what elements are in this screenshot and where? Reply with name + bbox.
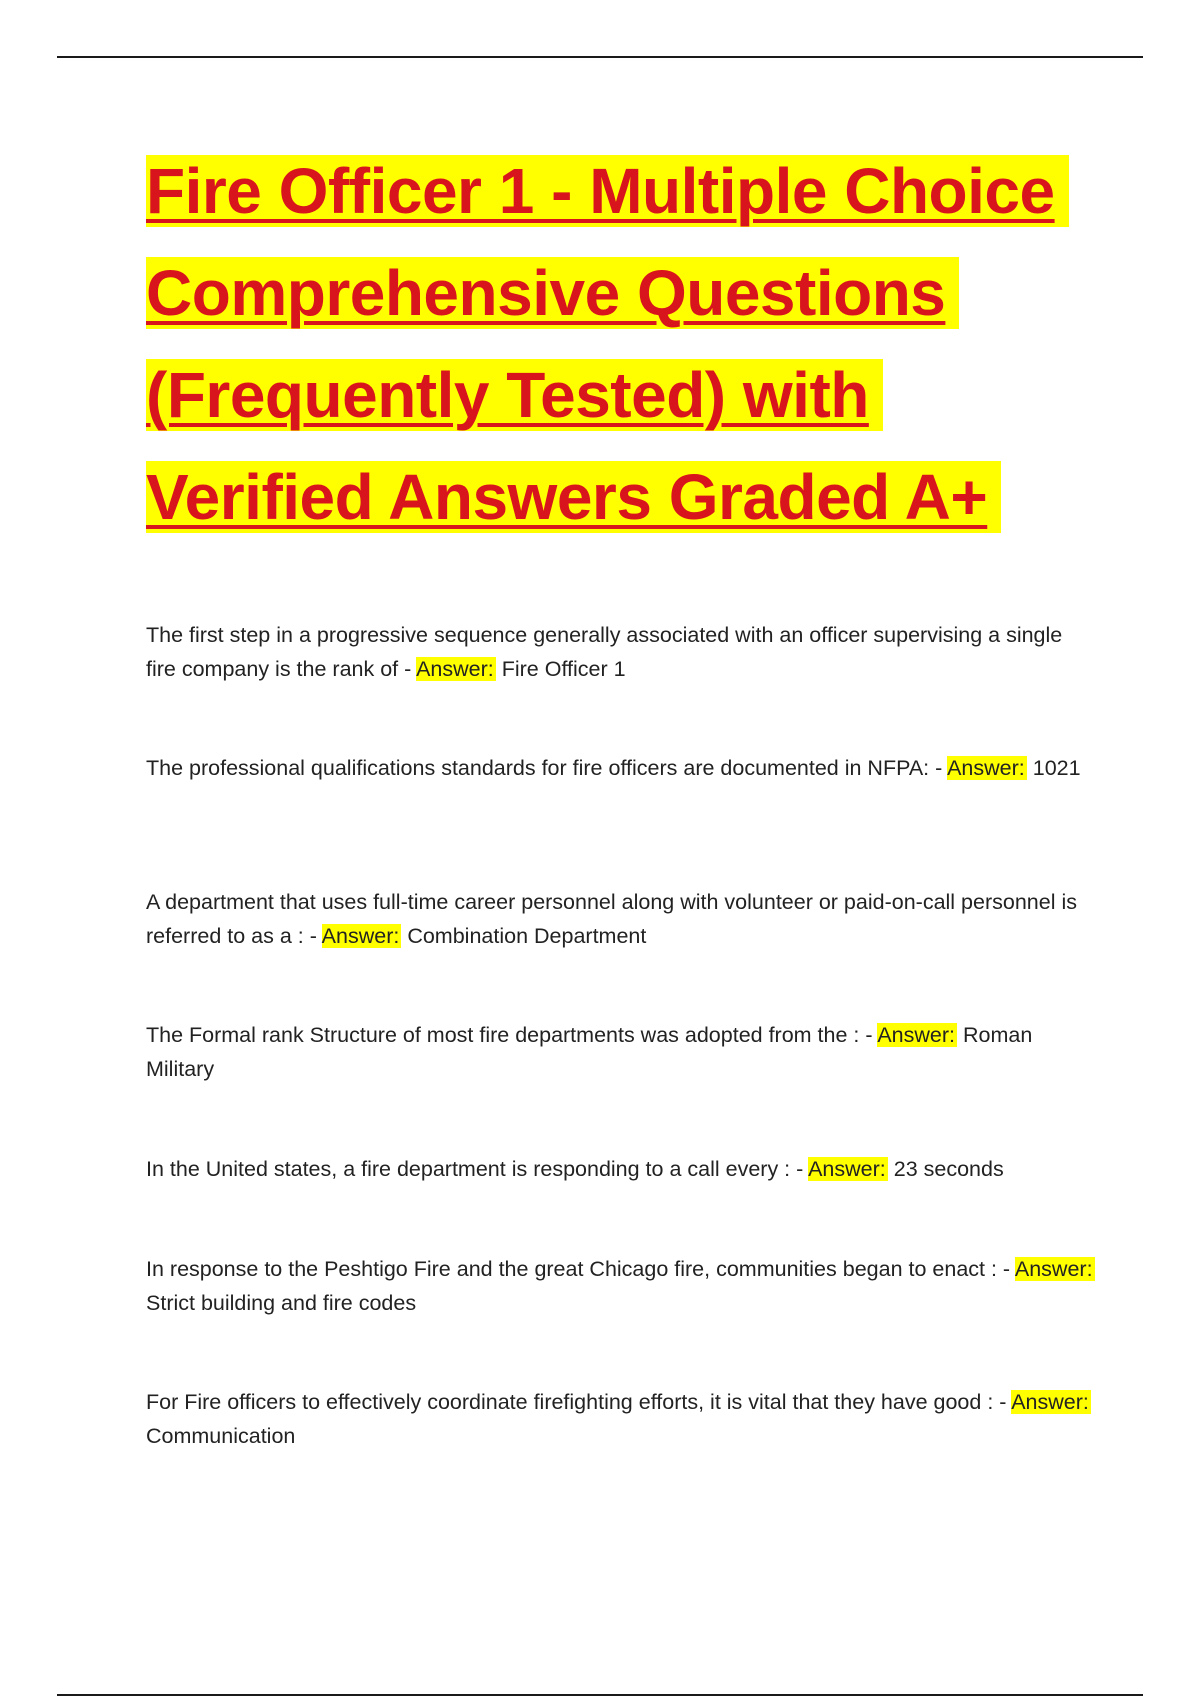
qa-item-6 — [146, 1252, 1096, 1320]
title-line-3: (Frequently Tested) with — [146, 344, 1106, 446]
question-text: The first step in a progressive sequence generally associated with an officer supervising a single fire company is the rank of - — [146, 623, 1063, 681]
qa-item-2 — [146, 751, 1096, 785]
answer-text: 23 seconds — [893, 1157, 1004, 1181]
title-line-1: Fire Officer 1 - Multiple Choice — [146, 140, 1106, 242]
bottom-divider — [57, 1694, 1143, 1696]
question-text: The professional qualifications standards for fire officers are documented in NFPA: - — [146, 756, 948, 780]
document-title — [146, 140, 1106, 548]
qa-item-4 — [146, 1018, 1096, 1086]
answer-text: Fire Officer 1 — [501, 657, 626, 681]
title-line-4: Verified Answers Graded A+ — [146, 446, 1106, 548]
answer-label: Answer: — [416, 657, 494, 681]
answer-label: Answer: — [947, 756, 1025, 780]
answer-text: Combination Department — [407, 924, 647, 948]
question-text: In the United states, a fire department is responding to a call every : - — [146, 1157, 809, 1181]
answer-label: Answer: — [877, 1023, 955, 1047]
question-text: In response to the Peshtigo Fire and the great Chicago fire, communities began to enact : - — [146, 1257, 1015, 1281]
qa-item-5 — [146, 1152, 1096, 1186]
answer-text: Roman Military — [146, 1023, 1033, 1081]
qa-item-7 — [146, 1385, 1096, 1453]
answer-text: Communication — [146, 1424, 296, 1448]
question-text: A department that uses full-time career personnel along with volunteer or paid-on-call personnel is referred to as a : - — [146, 890, 1077, 948]
answer-label: Answer: — [1014, 1257, 1093, 1281]
question-text: For Fire officers to effectively coordinate firefighting efforts, it is vital that they have good : - — [146, 1390, 1012, 1414]
answer-label: Answer: — [1011, 1390, 1089, 1414]
question-text: The Formal rank Structure of most fire departments was adopted from the : - — [146, 1023, 878, 1047]
qa-item-3 — [146, 885, 1096, 953]
answer-label: Answer: — [808, 1157, 886, 1181]
answer-text: Strict building and fire codes — [146, 1291, 417, 1315]
answer-text: 1021 — [1032, 756, 1081, 780]
title-line-2: Comprehensive Questions — [146, 242, 1106, 344]
answer-label: Answer: — [321, 924, 400, 948]
top-divider — [57, 56, 1143, 58]
qa-item-1 — [146, 618, 1096, 686]
